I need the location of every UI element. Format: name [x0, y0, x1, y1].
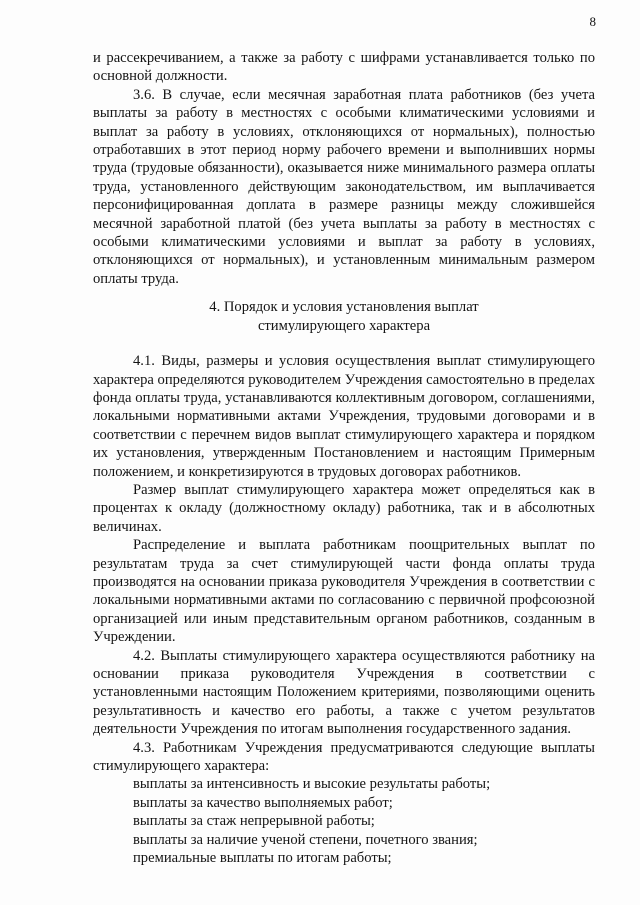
paragraph-4-1: 4.1. Виды, размеры и условия осуществления выплат стимулирующего характера определяются руководителем Учреждения самостоятельно в пределах фонда оплаты труда, устанавливаются коллективным договором, соглашениями, локальными нормативными актами Учреждения, трудовыми договорами и в соответствии с перечнем видов выплат стимулирующего характера и порядком их установления, утвержденным Постановлением и настоящим Примерным положением, и конкретизируются в трудовых договорах работников. — [93, 353, 595, 480]
paragraph-4-3: 4.3. Работникам Учреждения предусматриваются следующие выплаты стимулирующего характера: — [93, 739, 595, 775]
section-heading — [93, 298, 595, 335]
list-item: выплаты за интенсивность и высокие результаты работы; — [133, 776, 491, 793]
list-item: премиальные выплаты по итогам работы; — [133, 850, 392, 867]
page-number: 8 — [589, 14, 596, 29]
paragraph-4-2: 4.2. Выплаты стимулирующего характера осуществляются работнику на основании приказа руководителя Учреждения в соответствии с установленными настоящим Положением критериями, позволяющими оценить результативность и качество его работы, а также с учетом результатов деятельности Учреждения по итогам выполнения государственного задания. — [93, 647, 595, 738]
section-heading-line-1: 4. Порядок и условия установления выплат — [209, 299, 479, 316]
section-heading-line-2: стимулирующего характера — [257, 317, 431, 334]
paragraph-continuation: и рассекречиванием, а также за работу с шифрами устанавливается только по основной должности. — [93, 50, 595, 85]
paragraph-3-6: 3.6. В случае, если месячная заработная плата работников (без учета выплаты за работу в местностях с особыми климатическими условиями и выплат за работу в условиях, отклоняющихся от нормальных), полностью отработавших в этот период норму рабочего времени и выполнивших нормы труда (трудовые обязанности), оказывается ниже минимального размера оплаты труда, установленного действующим законодательством, им выплачивается персонифицированная доплата в размере разницы между сложившейся месячной заработной платой (без учета выплаты за работу в местностях с особыми климатическими условиями и выплат за работу в условиях, отклоняющихся от нормальных), и установленным минимальным размером оплаты труда. — [93, 86, 595, 287]
paragraph-payment-size: Размер выплат стимулирующего характера может определяться как в процентах к окладу (должностному окладу) работника, так и в абсолютных величинах. — [93, 481, 595, 535]
list-item: выплаты за качество выполняемых работ; — [133, 794, 393, 811]
paragraph-distribution: Распределение и выплата работникам поощрительных выплат по результатам труда за счет стимулирующей части фонда оплаты труда производятся на основании приказа руководителя Учреждения в соответствии с локальными нормативными актами по согласованию с первичной профсоюзной организацией или иным представительным органом работников, созданным в Учреждении. — [93, 537, 595, 646]
document-body — [93, 49, 595, 867]
list-item: выплаты за стаж непрерывной работы; — [133, 813, 375, 830]
payments-list — [93, 775, 595, 867]
list-item: выплаты за наличие ученой степени, почетного звания; — [133, 831, 478, 848]
